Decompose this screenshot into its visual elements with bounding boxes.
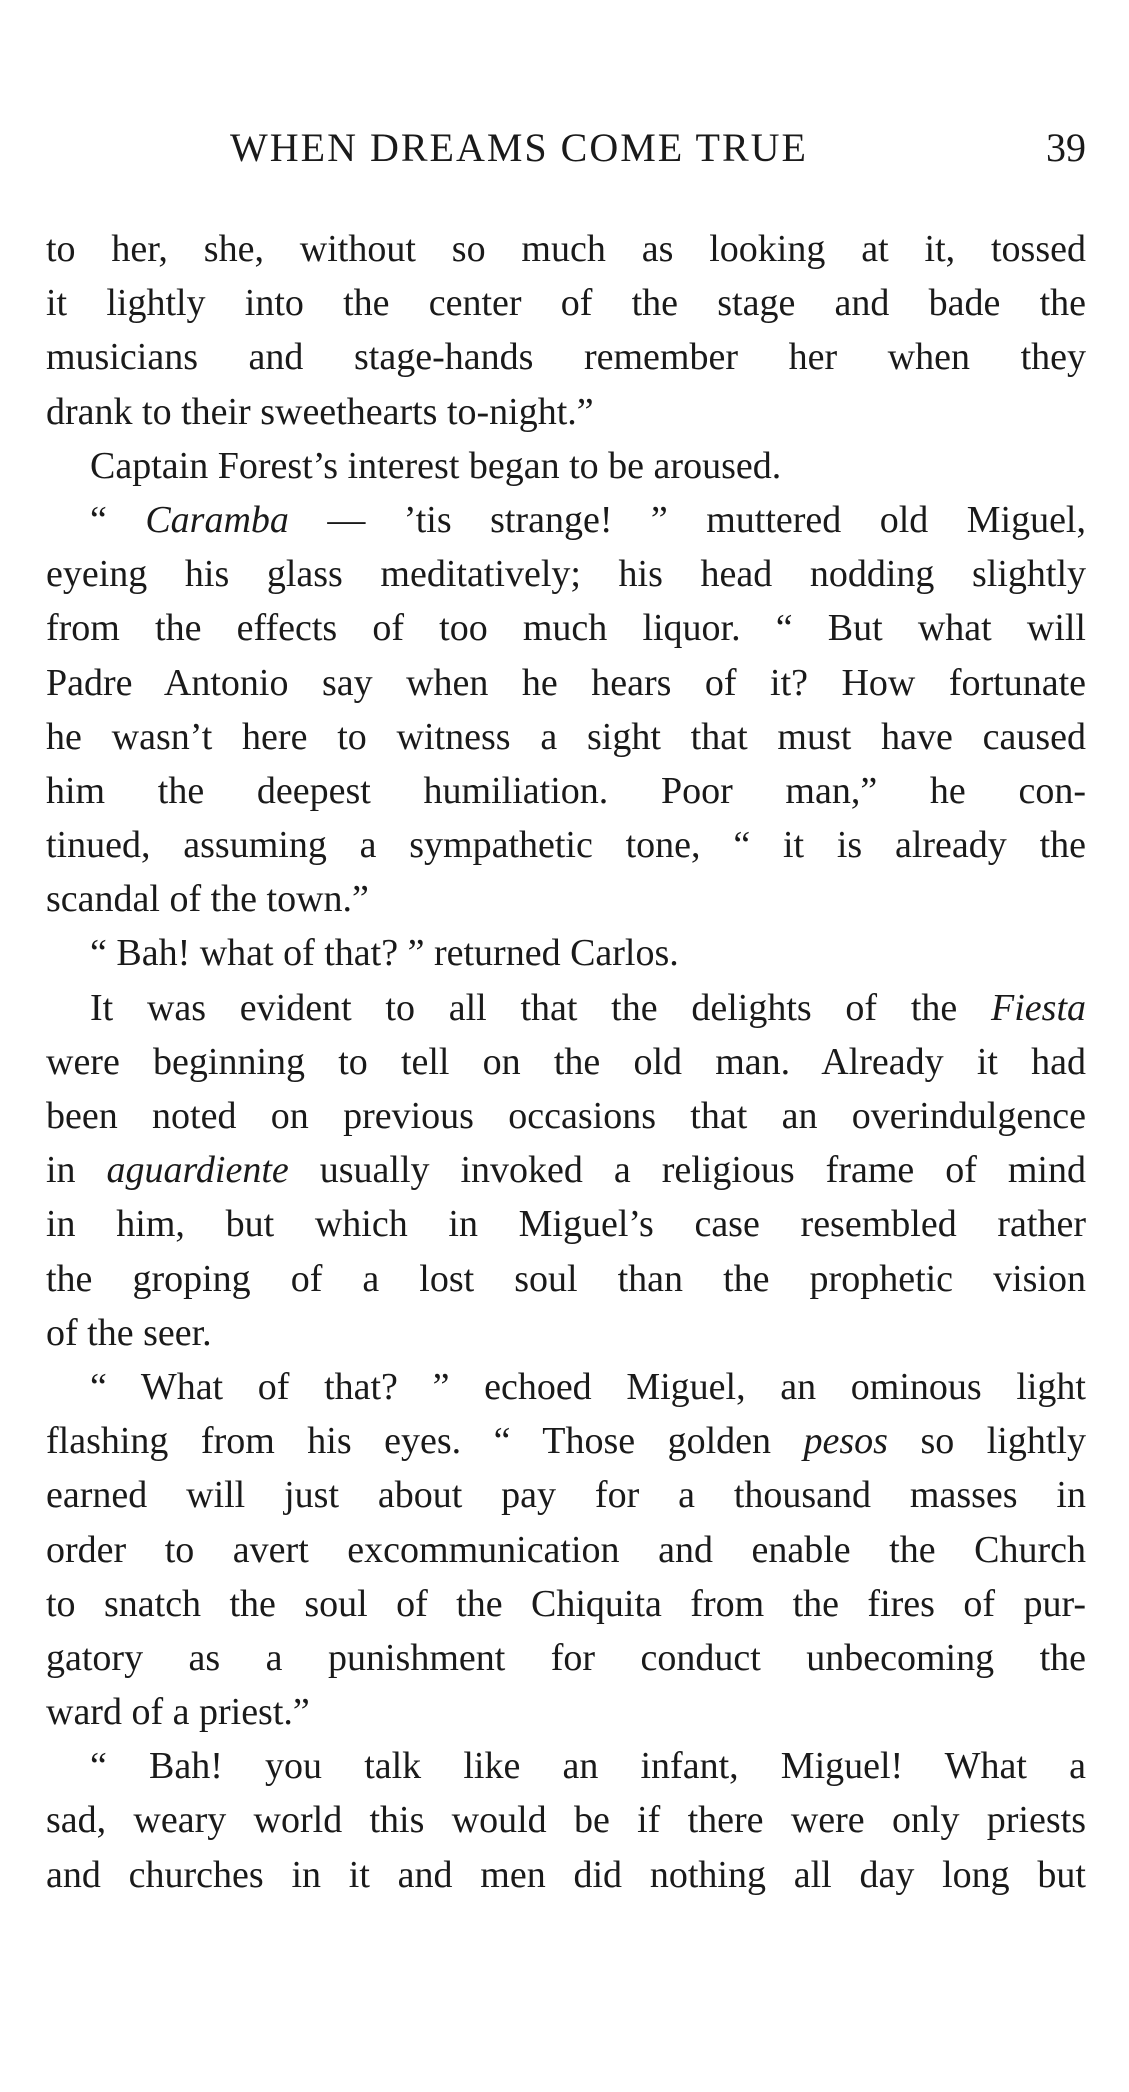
text-line: drank to their sweethearts to-night.” <box>46 390 594 433</box>
italic-word: Fiesta <box>991 986 1086 1029</box>
text-line: “ Bah! what of that? ” returned Carlos. <box>90 932 679 975</box>
text-line: Padre Antonio say when he hears of it? How fortunate <box>46 661 1086 704</box>
running-header <box>46 124 1086 174</box>
text-line: he wasn’t here to witness a sight that must have caused <box>46 715 1086 758</box>
text-line: in him, but which in Miguel’s case resembled rather <box>46 1203 1086 1246</box>
text-line: eyeing his glass meditatively; his head nodding slightly <box>46 553 1086 596</box>
text-line: flashing from his eyes. “ Those golden pesos so lightly <box>46 1420 1086 1463</box>
text-line: “ Caramba — ’tis strange! ” muttered old Miguel, <box>90 498 1086 541</box>
text-line: ward of a priest.” <box>46 1691 310 1734</box>
text-line: in aguardiente usually invoked a religious frame of mind <box>46 1149 1086 1192</box>
italic-word: aguardiente <box>106 1149 289 1192</box>
text-line: were beginning to tell on the old man. Already it had <box>46 1040 1086 1083</box>
running-head-title: WHEN DREAMS COME TRUE <box>230 125 808 170</box>
text-line: gatory as a punishment for conduct unbecoming the <box>46 1636 1086 1679</box>
text-line: musicians and stage-hands remember her when they <box>46 336 1086 379</box>
text-line: earned will just about pay for a thousand masses in <box>46 1474 1086 1517</box>
body-text <box>46 222 1086 1902</box>
text-line: been noted on previous occasions that an overindulgence <box>46 1095 1086 1137</box>
text-line: “ Bah! you talk like an infant, Miguel! What a <box>90 1745 1086 1788</box>
text-line: Captain Forest’s interest began to be aroused. <box>90 444 782 487</box>
text-line: order to avert excommunication and enable the Church <box>46 1528 1086 1571</box>
text-line: tinued, assuming a sympathetic tone, “ it is already the <box>46 824 1086 867</box>
text-line: It was evident to all that the delights of the Fiesta <box>90 986 1086 1029</box>
text-line: from the effects of too much liquor. “ But what will <box>46 607 1086 650</box>
text-line: the groping of a lost soul than the prophetic vision <box>46 1257 1086 1300</box>
italic-word: Caramba <box>145 498 289 541</box>
italic-word: pesos <box>803 1420 888 1463</box>
page-number: 39 <box>1046 125 1086 170</box>
text-line: scandal of the town.” <box>46 878 369 921</box>
text-line: and churches in it and men did nothing all day long but <box>46 1853 1086 1896</box>
text-line: “ What of that? ” echoed Miguel, an ominous light <box>90 1365 1086 1408</box>
text-line: sad, weary world this would be if there were only priests <box>46 1799 1086 1842</box>
text-line: him the deepest humiliation. Poor man,” he con- <box>46 769 1086 812</box>
text-line: to snatch the soul of the Chiquita from the fires of pur- <box>46 1582 1086 1625</box>
text-line: it lightly into the center of the stage and bade the <box>46 282 1086 325</box>
text-line: to her, she, without so much as looking at it, tossed <box>46 228 1086 270</box>
text-line: of the seer. <box>46 1311 212 1354</box>
